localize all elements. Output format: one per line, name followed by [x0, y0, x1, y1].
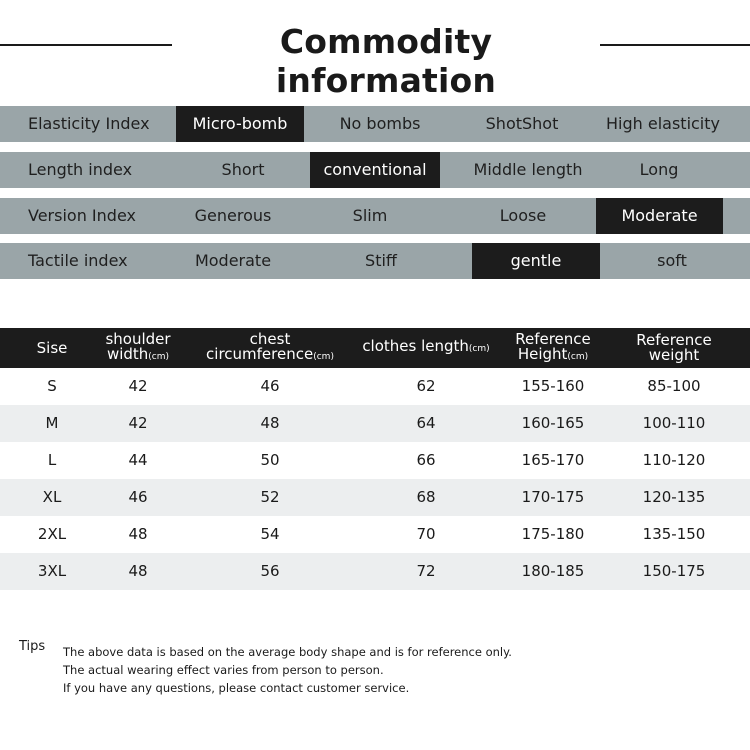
- size-table-header: [0, 328, 750, 368]
- table-cell: 170-175: [521, 488, 585, 506]
- table-cell: 52: [260, 488, 280, 506]
- header-line-1: chest: [249, 329, 291, 348]
- index-option: No bombs: [339, 114, 421, 133]
- table-cell: XL: [42, 488, 62, 506]
- table-cell: 64: [416, 414, 436, 432]
- index-option: Loose: [499, 206, 547, 225]
- table-cell: M: [45, 414, 59, 432]
- title-row: [0, 18, 750, 100]
- table-cell: 66: [416, 451, 436, 469]
- table-cell: L: [47, 451, 57, 469]
- index-option: Short: [221, 160, 265, 179]
- page-title: Commodity information: [275, 22, 497, 100]
- table-cell: 50: [260, 451, 280, 469]
- index-option-selected: Moderate: [596, 198, 723, 234]
- title-divider-right: [600, 44, 750, 46]
- table-cell: 120-135: [642, 488, 706, 506]
- table-row: [0, 479, 750, 516]
- index-option-selected: conventional: [310, 152, 440, 188]
- table-cell: 70: [416, 525, 436, 543]
- index-option: soft: [657, 251, 687, 270]
- header-line-1: clothes length(cm): [362, 337, 490, 355]
- index-option: Slim: [352, 206, 388, 225]
- index-label: Tactile index: [28, 251, 128, 270]
- table-cell: 54: [260, 525, 280, 543]
- index-option: Generous: [194, 206, 272, 225]
- index-bar-4: [0, 243, 750, 279]
- table-cell: 2XL: [37, 525, 67, 543]
- size-header-cell: [346, 328, 506, 368]
- size-header-cell: [614, 328, 734, 368]
- index-label: Length index: [28, 160, 133, 179]
- index-option: Middle length: [473, 160, 583, 179]
- header-line-2: weight: [648, 346, 700, 364]
- header-unit: (cm): [313, 351, 334, 362]
- header-unit: (cm): [468, 344, 490, 354]
- index-bar-3: [0, 198, 750, 234]
- table-row: [0, 516, 750, 553]
- title-divider-left: [0, 44, 172, 46]
- table-cell: 48: [260, 414, 280, 432]
- table-row: [0, 442, 750, 479]
- table-cell: 100-110: [642, 414, 706, 432]
- table-cell: 85-100: [647, 377, 701, 395]
- table-cell: 46: [128, 488, 148, 506]
- tips-text: [63, 643, 512, 697]
- table-cell: 62: [416, 377, 436, 395]
- table-cell: 48: [128, 562, 148, 580]
- index-option: High elasticity: [606, 114, 720, 133]
- table-cell: 46: [260, 377, 280, 395]
- table-cell: 42: [128, 377, 148, 395]
- header-unit: (cm): [567, 351, 589, 362]
- index-option: Stiff: [365, 251, 397, 270]
- size-header-cell: [488, 328, 618, 368]
- size-header-cell: [7, 328, 97, 368]
- table-cell: 165-170: [521, 451, 585, 469]
- index-label: Version Index: [28, 206, 136, 225]
- table-cell: 68: [416, 488, 436, 506]
- header-line-1: Reference: [515, 329, 591, 348]
- table-cell: 44: [128, 451, 148, 469]
- table-cell: 3XL: [37, 562, 67, 580]
- tips-line: The actual wearing effect varies from person to person.: [63, 663, 384, 677]
- table-cell: 160-165: [521, 414, 585, 432]
- header-line-2: width(cm): [106, 344, 170, 363]
- index-label: Elasticity Index: [28, 114, 150, 133]
- table-row: [0, 405, 750, 442]
- size-header-cell: [195, 328, 345, 368]
- table-cell: 155-160: [521, 377, 585, 395]
- index-option: Moderate: [194, 251, 272, 270]
- header-line-2: Height(cm): [517, 344, 589, 363]
- index-option-selected: Micro-bomb: [176, 106, 304, 142]
- index-option-selected: gentle: [472, 243, 600, 279]
- table-row: [0, 553, 750, 590]
- table-cell: 56: [260, 562, 280, 580]
- index-bar-1: [0, 106, 750, 142]
- table-cell: 150-175: [642, 562, 706, 580]
- table-cell: 42: [128, 414, 148, 432]
- header-line-1: Sise: [36, 338, 68, 357]
- tips-line: The above data is based on the average body shape and is for reference only.: [63, 645, 512, 659]
- index-bar-2: [0, 152, 750, 188]
- table-row: [0, 368, 750, 405]
- table-cell: S: [47, 377, 57, 395]
- table-cell: 72: [416, 562, 436, 580]
- table-cell: 48: [128, 525, 148, 543]
- table-cell: 180-185: [521, 562, 585, 580]
- table-cell: 110-120: [642, 451, 706, 469]
- tips-line: If you have any questions, please contact customer service.: [63, 681, 410, 695]
- index-option: ShotShot: [485, 114, 559, 133]
- header-line-1: shoulder: [105, 329, 171, 348]
- size-header-cell: [88, 328, 188, 368]
- header-line-1: Reference: [636, 331, 712, 349]
- header-line-2: circumference(cm): [206, 344, 334, 363]
- tips-label: Tips: [19, 639, 46, 654]
- table-cell: 175-180: [521, 525, 585, 543]
- table-cell: 135-150: [642, 525, 706, 543]
- index-option: Long: [639, 160, 679, 179]
- header-unit: (cm): [148, 351, 170, 362]
